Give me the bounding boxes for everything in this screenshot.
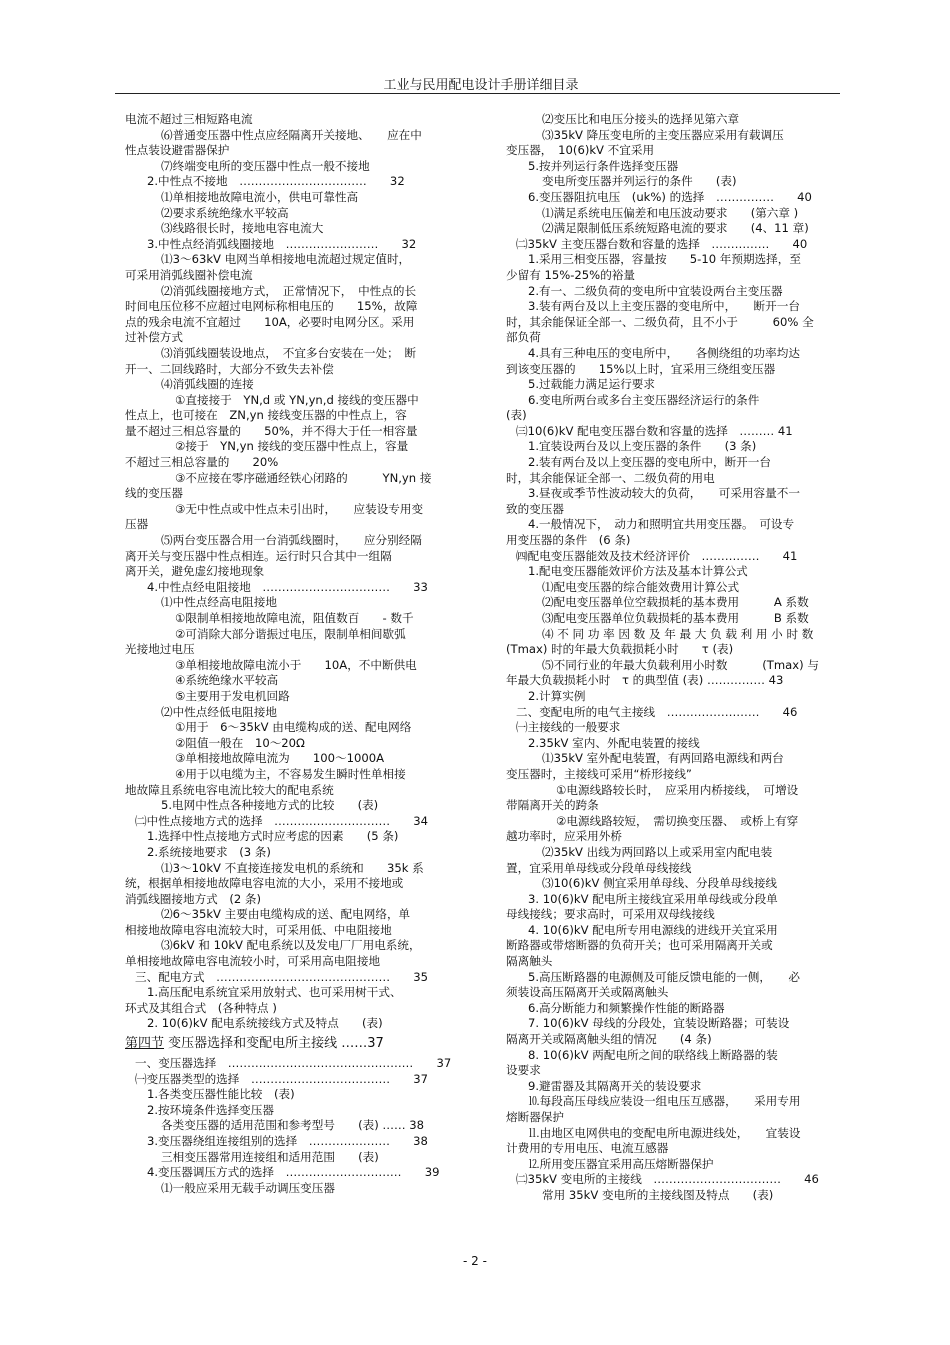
toc-line: 4.具有三种电压的变电所中， 各侧绕组的功率均达 [528,345,800,360]
toc-line: 母线接线；要求高时，可采用双母线接线 [506,907,715,922]
toc-line: 1.配电变压器能效评价方法及基本计算公式 [528,564,748,579]
toc-line: 2.装有两台及以上变压器的变电所中，断开一台 [528,455,771,470]
toc-line: 时，其余能保证全部一、二级负荷，且不小于 60% 全 [506,314,814,329]
toc-line: ⑷ 不 同 功 率 因 数 及 年 最 大 负 载 利 用 小 时 数 [542,626,814,641]
toc-line: ⑵要求系统绝缘水平较高 [161,205,289,220]
toc-line: 离开关，避免虚幻接地现象 [125,564,265,579]
toc-line: 一、变压器选择 ………………………………………… 37 [135,1056,452,1071]
toc-line: 环式及其组合式 (各种特点 ) [125,1000,277,1015]
toc-line: 1.采用三相变压器，容量按 5-10 年预期选择，至 [528,252,801,267]
toc-line: 用变压器的条件 (6 条) [506,533,631,548]
toc-line: 2.系统接地要求 (3 条) [147,844,271,859]
toc-line: 统，根据单相接地故障电容电流的大小，采用不接地或 [125,876,404,891]
toc-line: ⑴一般应采用无载手动调压变压器 [161,1180,335,1195]
toc-line: ㈡35kV 变电所的主接线 …………………………… 46 [516,1172,819,1187]
toc-line: ⑴配电变压器的综合能效费用计算公式 [542,579,740,594]
toc-line: 2.中性点不接地 …………………………… 32 [147,174,405,189]
toc-line: 压器 [125,517,149,532]
toc-line: 点的残余电流不宜超过 10A，必要时电网分区。采用 [125,314,415,329]
toc-line: ⑵35kV 出线为两回路以上或采用室内配电装 [542,844,773,859]
toc-line: 隔离开关或隔离触头组的情况 (4 条) [506,1032,712,1047]
toc-line: 线的变压器 [125,486,183,501]
toc-line: 2.35kV 室内、外配电装置的接线 [528,735,700,750]
toc-line: 6.变压器阻抗电压 (uk%) 的选择 …………… 40 [528,189,812,204]
toc-line: 光接地过电压 [125,642,195,657]
toc-line: 电流不超过三相短路电流 [125,112,253,126]
toc-line: ③不应接在零序磁通经铁心闭路的 YN,yn 接 [175,470,432,485]
toc-line: 常用 35kV 变电所的主接线图及特点 (表) [542,1187,774,1202]
toc-line: 5.电网中性点各种接地方式的比较 (表) [161,798,379,813]
page-number: - 2 - [463,1254,487,1268]
toc-line: 3.昼夜或季节性波动较大的负荷， 可采用容量不一 [528,486,800,501]
toc-line: 断路器或带熔断器的负荷开关；也可采用隔离开关或 [506,938,773,953]
toc-line: ②可消除大部分谐振过电压，限制单相间歇弧 [175,626,406,641]
toc-line: 2.计算实例 [528,688,586,703]
toc-line: ⑴单相接地故障电流小，供电可靠性高 [161,189,359,204]
toc-line: 2.有一、二级负荷的变电所中宜装设两台主变压器 [528,283,783,298]
toc-line: ㈢10(6)kV 配电变压器台数和容量的选择 ……… 41 [516,423,793,438]
toc-line: ㈡中性点接地方式的选择 ………………………… 34 [135,813,429,828]
toc-line: 计费用的专用电压、电流互感器 [506,1141,669,1156]
toc-line: 2. 10(6)kV 配电系统接线方式及特点 (表) [147,1016,383,1031]
toc-line: 部负荷 [506,330,541,345]
toc-line: 5.高压断路器的电源侧及可能反馈电能的一侧， 必 [528,969,800,984]
toc-line: 性点装设避雷器保护 [125,143,230,158]
toc-line: 越功率时，应采用外桥 [506,829,622,844]
toc-line: ㈠变压器类型的选择 ……………………………… 37 [135,1071,429,1086]
toc-line: ⑴满足系统电压偏差和电压波动要求 (第六章 ) [542,205,799,220]
toc-line: 4. 10(6)kV 配电所专用电源线的进线开关宜采用 [528,922,778,937]
toc-line: ㈠主接线的一般要求 [516,720,621,735]
toc-line: 6.变电所两台或多台主变压器经济运行的条件 [528,392,760,407]
toc-line: 单相接地故障电容电流较小时，可采用高电阻接地 [125,954,381,969]
toc-line: ⑵满足限制低压系统短路电流的要求 (4、11 章) [542,221,809,236]
toc-line: 3.变压器绕组连接组别的选择 ………………… 38 [147,1134,428,1148]
section-number: 第四节 [125,1036,165,1052]
toc-line: 1.各类变压器性能比较 (表) [147,1087,295,1102]
toc-line: 消弧线圈接地方式 (2 条) [125,891,262,906]
toc-line: ④系统绝缘水平较高 [175,673,279,688]
toc-line: 4.中性点经电阻接地 …………………………… 33 [147,579,428,594]
toc-line: ⑵中性点经低电阻接地 [161,704,277,719]
toc-line: 不超过三相总容量的 20% [125,455,279,470]
toc-line: 变压器， 10(6)kV 不宜采用 [506,143,655,158]
toc-line: 3. 10(6)kV 配电所主接线宜采用单母线或分段单 [528,891,778,906]
toc-line: 年最大负载损耗小时 τ 的典型值 (表) …………… 43 [506,673,784,688]
toc-line: ⑶10(6)kV 侧宜采用单母线、分段单母线接线 [542,876,778,891]
toc-line: 熔断器保护 [506,1110,564,1124]
toc-line: 4.一般情况下， 动力和照明宜共用变压器。 可设专 [528,517,795,532]
toc-line: ⒑每段高压母线应装设一组电压互感器， 采用专用 [528,1094,801,1109]
toc-line: ⑺终端变电所的变压器中性点一般不接地 [161,158,370,173]
toc-line: 变电所变压器并列运行的条件 (表) [542,174,737,189]
toc-line: ⑸不同行业的年最大负载利用小时数 (Tmax) 与 [542,657,819,672]
toc-line: 致的变压器 [506,501,564,516]
toc-line: 相接地故障电容电流较大时，可采用低、中电阻接地 [125,922,392,937]
toc-line: ③单相接地故障电流为 100～1000A [175,751,385,766]
toc-line: 8. 10(6)kV 两配电所之间的联络线上断路器的装 [528,1047,778,1062]
toc-line: 三相变压器常用连接组和适用范围 (表) [161,1149,379,1164]
toc-line: 可采用消弧线圈补偿电流 [125,267,253,282]
toc-line: 2.按环境条件选择变压器 [147,1102,274,1117]
toc-line: 1.宜装设两台及以上变压器的条件 (3 条) [528,439,757,454]
toc-line: 7. 10(6)kV 母线的分段处，宜装设断路器；可装设 [528,1016,790,1031]
section-heading [125,1034,460,1054]
toc-line: 1.高压配电系统宜采用放射式、也可采用树干式、 [147,985,402,1000]
toc-line: ②阻值一般在 10～20Ω [175,735,305,750]
toc-line: ㈣配电变压器能效及技术经济评价 …………… 41 [516,548,798,563]
toc-line: 5.过载能力满足运行要求 [528,377,655,392]
toc-line: ②接于 YN,yn 接线的变压器中性点上，容量 [175,439,409,454]
toc-line: ①电源线路较长时， 应采用内桥接线， 可增设 [556,782,799,797]
toc-line: ⑴中性点经高电阻接地 [161,595,277,610]
toc-line: ⑸两台变压器合用一台消弧线圈时， 应分别经隔 [161,533,422,548]
toc-line: 3.装有两台及以上主变压器的变电所中， 断开一台 [528,299,800,314]
toc-line: ⑶配电变压器单位负载损耗的基本费用 B 系数 [542,611,809,625]
toc-line: 性点上，也可接在 ZN,yn 接线变压器的中性点上，容 [125,408,407,423]
toc-line: 1.选择中性点接地方式时应考虑的因素 (5 条) [147,829,399,844]
header-divider [115,93,840,94]
section-page: ……37 [337,1036,384,1052]
toc-line: 开一、二回线路时，大部分不致失去补偿 [125,361,334,376]
toc-line: 5.按并列运行条件选择变压器 [528,158,679,173]
toc-line: ⑵6～35kV 主要由电缆构成的送、配电网络，单 [161,907,411,922]
toc-line: 到该变压器的 15%以上时，宜采用三绕组变压器 [506,361,776,376]
toc-line: 少留有 15%-25%的裕量 [506,267,635,282]
toc-line: 隔离触头 [506,954,553,969]
toc-line: ⑷消弧线圈的连接 [161,377,254,392]
toc-line: ⑶线路很长时，接地电容电流大 [161,221,324,236]
toc-line: 量不超过三相总容量的 50%，并不得大于任一相容量 [125,423,418,438]
toc-line: ①直接接于 YN,d 或 YN,yn,d 接线的变压器中 [175,392,419,407]
left-column [125,112,460,1196]
toc-line: ⑴3～10kV 不直接连接发电机的系统和 35k 系 [161,860,424,875]
toc-line: ⑶6kV 和 10kV 配电系统以及发电厂厂用电系统， [161,938,421,953]
right-column [506,112,841,1204]
toc-line: ⑴35kV 室外配电装置，有两回路电源线和两台 [542,751,784,766]
section-title: 变压器选择和变配电所主接线 [164,1036,338,1052]
toc-line: 过补偿方式 [125,330,183,345]
toc-line: ㈡35kV 主变压器台数和容量的选择 …………… 40 [516,236,808,251]
toc-line: 6.高分断能力和频繁操作性能的断路器 [528,1000,725,1015]
page-header-title: 工业与民用配电设计手册详细目录 [383,78,579,93]
toc-line: 带隔离开关的跨条 [506,798,599,813]
toc-line: ⑶35kV 降压变电所的主变压器应采用有载调压 [542,127,784,142]
toc-line: 设要求 [506,1063,541,1078]
toc-line: 二、变配电所的电气主接线 …………………… 46 [516,704,798,719]
toc-line: 离开关与变压器中性点相连。运行时只合其中一组隔 [125,548,392,563]
toc-line: 9.避雷器及其隔离开关的装设要求 [528,1078,702,1093]
toc-line: ④用于以电缆为主，不容易发生瞬时性单相接 [175,766,406,781]
toc-line: ③无中性点或中性点未引出时， 应装设专用变 [175,501,424,516]
toc-line: ⑵变压比和电压分接头的选择见第六章 [542,112,740,126]
toc-line: 须装设高压隔离开关或隔离触头 [506,985,669,1000]
toc-line: ⒓所用变压器宜采用高压熔断器保护 [528,1156,714,1171]
toc-line: ⒒由地区电网供电的变配电所电源进线处， 宜装设 [528,1125,801,1140]
toc-line: ⑹普通变压器中性点应经隔离开关接地、 应在中 [161,127,422,142]
toc-line: ⑵消弧线圈接地方式， 正常情况下， 中性点的长 [161,283,417,298]
toc-line: 置，宜采用单母线或分段单母线接线 [506,860,692,875]
toc-line: 4.变压器调压方式的选择 ………………………… 39 [147,1165,440,1180]
toc-line: 变压器时，主接线可采用“桥形接线” [506,766,692,781]
toc-line: 3.中性点经消弧线圈接地 …………………… 32 [147,236,417,251]
toc-line: 时，其余能保证全部一、二级负荷的用电 [506,470,715,485]
toc-line: ⑶消弧线圈装设地点， 不宜多台安装在一处； 断 [161,345,417,360]
toc-line: (Tmax) 时的年最大负载损耗小时 τ (表) [506,642,734,657]
toc-line: ③单相接地故障电流小于 10A，不中断供电 [175,657,417,672]
toc-line: (表) [506,408,527,423]
toc-line: ⑤主要用于发电机回路 [175,688,290,703]
toc-line: ①用于 6～35kV 由电缆构成的送、配电网络 [175,720,412,735]
toc-line: 地故障且系统电容电流比较大的配电系统 [125,782,334,797]
toc-line: 各类变压器的适用范围和参考型号 (表) …… 38 [161,1118,425,1133]
toc-line: 三、配电方式 ……………………………………… 35 [135,969,429,984]
toc-line: ⑴3～63kV 电网当单相接地电流超过规定值时， [161,252,411,267]
toc-line: ②电源线路较短， 需切换变压器、 或桥上有穿 [556,813,799,828]
toc-line: 时间电压位移不应超过电网标称相电压的 15%，故障 [125,299,418,314]
toc-line: ⑵配电变压器单位空载损耗的基本费用 A 系数 [542,595,809,610]
toc-line: ①限制单相接地故障电流，阻值数百 - 数千 [175,611,414,625]
